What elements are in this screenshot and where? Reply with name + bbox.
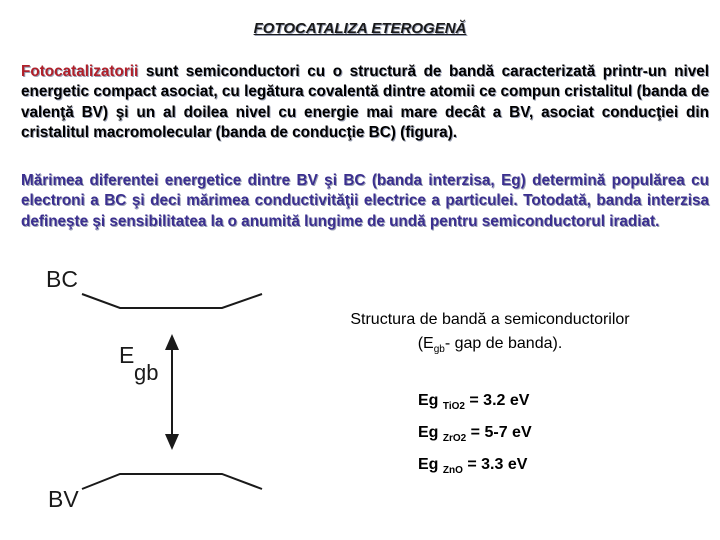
bv-label: BV <box>48 486 79 512</box>
arrow-down-icon <box>165 434 179 450</box>
gap-label-main: E <box>119 342 135 368</box>
conduction-band-line <box>82 294 262 308</box>
highlight-term: Fotocatalizatorii <box>21 63 139 80</box>
caption-line1: Structura de bandă a semiconductorilor <box>350 311 630 328</box>
paragraph-band-gap <box>21 171 709 232</box>
arrow-up-icon <box>165 334 179 350</box>
band-structure-diagram <box>0 258 300 540</box>
valence-band-line <box>82 474 262 489</box>
paragraph-body: sunt semiconductori cu o structură de bandă caracterizată printr-un nivel energetic compact asociat, cu legătura covalentă dintre atomii ce compun cristalitul (banda de valenţă BV) şi un al doilea nivel cu energie mai mare decât a BV, asociat conducţiei din cristalitul macromolecular (banda de conducţie BC) (figura). <box>21 63 709 141</box>
figure-caption <box>300 308 680 362</box>
bc-label: BC <box>46 266 78 292</box>
paragraph-definition <box>21 62 709 143</box>
paragraph-band-gap-body: determină populărea cu electroni a BC şi deci mărimea conductivităţii electrice a particulei. Totodată, banda interzisa defineşte şi sensibilitatea la o anumită lungime de undă pentru semiconductorul iradiat. <box>21 172 709 230</box>
bandgap-zro2: Eg $_{ZrO2}$ = 5-7 eV <box>418 424 532 445</box>
bandgap-zno: Eg $_{ZnO}$ = 3.3 eV <box>418 456 528 477</box>
bandgap-tio2: Eg $_{TiO2}$ = 3.2 eV <box>418 392 530 413</box>
gap-label-sub: gb <box>134 360 159 385</box>
caption-line2: ($E_{gb}-$ gap de banda). <box>417 335 563 356</box>
page-title: FOTOCATALIZA ETEROGENĂ <box>253 20 467 37</box>
paragraph-band-gap-highlight: Mărimea diferentei energetice dintre BV şi BC (banda interzisa, Eg) <box>21 172 526 189</box>
